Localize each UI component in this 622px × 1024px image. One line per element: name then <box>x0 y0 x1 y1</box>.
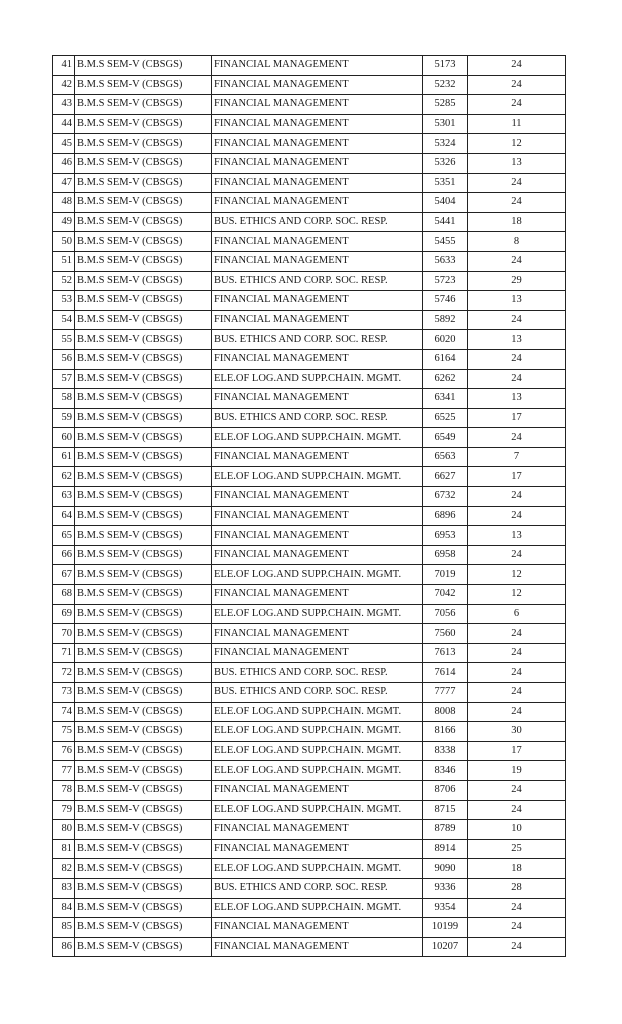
code-cell: 7614 <box>423 663 468 683</box>
row-number: 75 <box>53 722 75 742</box>
count-cell: 19 <box>468 761 566 781</box>
table-row <box>53 75 566 95</box>
table-row <box>53 447 566 467</box>
subject-cell: FINANCIAL MANAGEMENT <box>212 310 423 330</box>
table-row <box>53 349 566 369</box>
subject-cell: ELE.OF LOG.AND SUPP.CHAIN. MGMT. <box>212 702 423 722</box>
table-row <box>53 526 566 546</box>
subject-cell: FINANCIAL MANAGEMENT <box>212 251 423 271</box>
code-cell: 8914 <box>423 839 468 859</box>
row-number: 58 <box>53 389 75 409</box>
row-number: 78 <box>53 780 75 800</box>
subject-cell: BUS. ETHICS AND CORP. SOC. RESP. <box>212 878 423 898</box>
count-cell: 24 <box>468 173 566 193</box>
count-cell: 11 <box>468 114 566 134</box>
row-number: 80 <box>53 820 75 840</box>
table-row <box>53 487 566 507</box>
subject-cell: FINANCIAL MANAGEMENT <box>212 526 423 546</box>
subject-cell: FINANCIAL MANAGEMENT <box>212 173 423 193</box>
table-row <box>53 56 566 76</box>
table-row <box>53 800 566 820</box>
code-cell: 6563 <box>423 447 468 467</box>
subject-cell: BUS. ETHICS AND CORP. SOC. RESP. <box>212 683 423 703</box>
subject-cell: ELE.OF LOG.AND SUPP.CHAIN. MGMT. <box>212 369 423 389</box>
row-number: 70 <box>53 624 75 644</box>
code-cell: 9090 <box>423 859 468 879</box>
code-cell: 5633 <box>423 251 468 271</box>
count-cell: 24 <box>468 545 566 565</box>
table-row <box>53 134 566 154</box>
subject-cell: BUS. ETHICS AND CORP. SOC. RESP. <box>212 330 423 350</box>
count-cell: 24 <box>468 702 566 722</box>
course-cell: B.M.S SEM-V (CBSGS) <box>75 173 212 193</box>
row-number: 61 <box>53 447 75 467</box>
row-number: 67 <box>53 565 75 585</box>
table-row <box>53 153 566 173</box>
course-cell: B.M.S SEM-V (CBSGS) <box>75 741 212 761</box>
course-cell: B.M.S SEM-V (CBSGS) <box>75 389 212 409</box>
count-cell: 12 <box>468 585 566 605</box>
row-number: 73 <box>53 683 75 703</box>
course-cell: B.M.S SEM-V (CBSGS) <box>75 212 212 232</box>
row-number: 60 <box>53 428 75 448</box>
code-cell: 5173 <box>423 56 468 76</box>
count-cell: 24 <box>468 683 566 703</box>
count-cell: 24 <box>468 95 566 115</box>
subject-cell: ELE.OF LOG.AND SUPP.CHAIN. MGMT. <box>212 859 423 879</box>
row-number: 66 <box>53 545 75 565</box>
subject-cell: FINANCIAL MANAGEMENT <box>212 232 423 252</box>
code-cell: 5326 <box>423 153 468 173</box>
row-number: 59 <box>53 408 75 428</box>
table-row <box>53 330 566 350</box>
count-cell: 24 <box>468 349 566 369</box>
row-number: 47 <box>53 173 75 193</box>
code-cell: 6732 <box>423 487 468 507</box>
table-row <box>53 741 566 761</box>
course-cell: B.M.S SEM-V (CBSGS) <box>75 663 212 683</box>
count-cell: 24 <box>468 643 566 663</box>
course-cell: B.M.S SEM-V (CBSGS) <box>75 271 212 291</box>
subject-cell: ELE.OF LOG.AND SUPP.CHAIN. MGMT. <box>212 604 423 624</box>
code-cell: 5746 <box>423 291 468 311</box>
subject-cell: FINANCIAL MANAGEMENT <box>212 585 423 605</box>
course-cell: B.M.S SEM-V (CBSGS) <box>75 643 212 663</box>
course-cell: B.M.S SEM-V (CBSGS) <box>75 702 212 722</box>
course-cell: B.M.S SEM-V (CBSGS) <box>75 820 212 840</box>
count-cell: 25 <box>468 839 566 859</box>
row-number: 72 <box>53 663 75 683</box>
table-row <box>53 585 566 605</box>
table-row <box>53 506 566 526</box>
row-number: 63 <box>53 487 75 507</box>
course-cell: B.M.S SEM-V (CBSGS) <box>75 526 212 546</box>
subject-cell: FINANCIAL MANAGEMENT <box>212 780 423 800</box>
subject-cell: FINANCIAL MANAGEMENT <box>212 506 423 526</box>
count-cell: 7 <box>468 447 566 467</box>
table-row <box>53 467 566 487</box>
table-row <box>53 839 566 859</box>
course-cell: B.M.S SEM-V (CBSGS) <box>75 251 212 271</box>
row-number: 57 <box>53 369 75 389</box>
course-cell: B.M.S SEM-V (CBSGS) <box>75 604 212 624</box>
row-number: 71 <box>53 643 75 663</box>
subject-cell: BUS. ETHICS AND CORP. SOC. RESP. <box>212 212 423 232</box>
table-row <box>53 389 566 409</box>
table-row <box>53 937 566 957</box>
count-cell: 24 <box>468 918 566 938</box>
code-cell: 5301 <box>423 114 468 134</box>
subject-cell: ELE.OF LOG.AND SUPP.CHAIN. MGMT. <box>212 565 423 585</box>
count-cell: 24 <box>468 56 566 76</box>
table-row <box>53 820 566 840</box>
course-cell: B.M.S SEM-V (CBSGS) <box>75 95 212 115</box>
code-cell: 6164 <box>423 349 468 369</box>
count-cell: 24 <box>468 898 566 918</box>
course-cell: B.M.S SEM-V (CBSGS) <box>75 56 212 76</box>
row-number: 53 <box>53 291 75 311</box>
table-row <box>53 624 566 644</box>
course-cell: B.M.S SEM-V (CBSGS) <box>75 565 212 585</box>
code-cell: 6341 <box>423 389 468 409</box>
row-number: 46 <box>53 153 75 173</box>
subject-cell: FINANCIAL MANAGEMENT <box>212 193 423 213</box>
course-cell: B.M.S SEM-V (CBSGS) <box>75 878 212 898</box>
table-row <box>53 702 566 722</box>
row-number: 41 <box>53 56 75 76</box>
count-cell: 17 <box>468 467 566 487</box>
code-cell: 9336 <box>423 878 468 898</box>
subject-cell: FINANCIAL MANAGEMENT <box>212 349 423 369</box>
code-cell: 8338 <box>423 741 468 761</box>
course-cell: B.M.S SEM-V (CBSGS) <box>75 408 212 428</box>
course-cell: B.M.S SEM-V (CBSGS) <box>75 310 212 330</box>
subject-cell: ELE.OF LOG.AND SUPP.CHAIN. MGMT. <box>212 428 423 448</box>
subject-cell: ELE.OF LOG.AND SUPP.CHAIN. MGMT. <box>212 761 423 781</box>
table-row <box>53 643 566 663</box>
count-cell: 30 <box>468 722 566 742</box>
row-number: 43 <box>53 95 75 115</box>
code-cell: 7019 <box>423 565 468 585</box>
table-row <box>53 212 566 232</box>
course-cell: B.M.S SEM-V (CBSGS) <box>75 683 212 703</box>
table-row <box>53 310 566 330</box>
table-row <box>53 251 566 271</box>
table-row <box>53 722 566 742</box>
course-cell: B.M.S SEM-V (CBSGS) <box>75 898 212 918</box>
count-cell: 17 <box>468 408 566 428</box>
table-row <box>53 232 566 252</box>
course-cell: B.M.S SEM-V (CBSGS) <box>75 624 212 644</box>
subject-cell: FINANCIAL MANAGEMENT <box>212 624 423 644</box>
results-table-body <box>53 56 566 957</box>
course-cell: B.M.S SEM-V (CBSGS) <box>75 506 212 526</box>
table-row <box>53 663 566 683</box>
row-number: 86 <box>53 937 75 957</box>
code-cell: 8715 <box>423 800 468 820</box>
count-cell: 12 <box>468 565 566 585</box>
subject-cell: FINANCIAL MANAGEMENT <box>212 820 423 840</box>
row-number: 50 <box>53 232 75 252</box>
row-number: 77 <box>53 761 75 781</box>
course-cell: B.M.S SEM-V (CBSGS) <box>75 780 212 800</box>
table-row <box>53 173 566 193</box>
count-cell: 8 <box>468 232 566 252</box>
row-number: 82 <box>53 859 75 879</box>
count-cell: 24 <box>468 937 566 957</box>
count-cell: 13 <box>468 389 566 409</box>
code-cell: 8346 <box>423 761 468 781</box>
count-cell: 18 <box>468 212 566 232</box>
subject-cell: BUS. ETHICS AND CORP. SOC. RESP. <box>212 271 423 291</box>
subject-cell: FINANCIAL MANAGEMENT <box>212 643 423 663</box>
subject-cell: FINANCIAL MANAGEMENT <box>212 153 423 173</box>
code-cell: 5441 <box>423 212 468 232</box>
row-number: 62 <box>53 467 75 487</box>
count-cell: 13 <box>468 526 566 546</box>
row-number: 84 <box>53 898 75 918</box>
table-row <box>53 761 566 781</box>
count-cell: 29 <box>468 271 566 291</box>
table-row <box>53 604 566 624</box>
table-row <box>53 918 566 938</box>
course-cell: B.M.S SEM-V (CBSGS) <box>75 134 212 154</box>
row-number: 81 <box>53 839 75 859</box>
table-row <box>53 683 566 703</box>
table-row <box>53 780 566 800</box>
code-cell: 10199 <box>423 918 468 938</box>
subject-cell: ELE.OF LOG.AND SUPP.CHAIN. MGMT. <box>212 722 423 742</box>
course-cell: B.M.S SEM-V (CBSGS) <box>75 369 212 389</box>
subject-cell: FINANCIAL MANAGEMENT <box>212 545 423 565</box>
row-number: 64 <box>53 506 75 526</box>
row-number: 48 <box>53 193 75 213</box>
count-cell: 24 <box>468 428 566 448</box>
course-cell: B.M.S SEM-V (CBSGS) <box>75 75 212 95</box>
count-cell: 28 <box>468 878 566 898</box>
table-row <box>53 193 566 213</box>
code-cell: 6896 <box>423 506 468 526</box>
row-number: 52 <box>53 271 75 291</box>
subject-cell: FINANCIAL MANAGEMENT <box>212 447 423 467</box>
row-number: 79 <box>53 800 75 820</box>
count-cell: 24 <box>468 487 566 507</box>
subject-cell: FINANCIAL MANAGEMENT <box>212 134 423 154</box>
table-row <box>53 565 566 585</box>
subject-cell: ELE.OF LOG.AND SUPP.CHAIN. MGMT. <box>212 898 423 918</box>
table-row <box>53 878 566 898</box>
course-cell: B.M.S SEM-V (CBSGS) <box>75 232 212 252</box>
count-cell: 24 <box>468 780 566 800</box>
code-cell: 7613 <box>423 643 468 663</box>
count-cell: 12 <box>468 134 566 154</box>
course-cell: B.M.S SEM-V (CBSGS) <box>75 428 212 448</box>
count-cell: 10 <box>468 820 566 840</box>
row-number: 54 <box>53 310 75 330</box>
code-cell: 6627 <box>423 467 468 487</box>
count-cell: 24 <box>468 75 566 95</box>
results-table <box>52 55 566 957</box>
count-cell: 13 <box>468 291 566 311</box>
course-cell: B.M.S SEM-V (CBSGS) <box>75 467 212 487</box>
code-cell: 6020 <box>423 330 468 350</box>
row-number: 65 <box>53 526 75 546</box>
subject-cell: FINANCIAL MANAGEMENT <box>212 389 423 409</box>
row-number: 68 <box>53 585 75 605</box>
subject-cell: FINANCIAL MANAGEMENT <box>212 56 423 76</box>
code-cell: 5324 <box>423 134 468 154</box>
subject-cell: ELE.OF LOG.AND SUPP.CHAIN. MGMT. <box>212 741 423 761</box>
table-row <box>53 408 566 428</box>
row-number: 55 <box>53 330 75 350</box>
code-cell: 5892 <box>423 310 468 330</box>
code-cell: 7042 <box>423 585 468 605</box>
row-number: 51 <box>53 251 75 271</box>
row-number: 44 <box>53 114 75 134</box>
code-cell: 6953 <box>423 526 468 546</box>
subject-cell: FINANCIAL MANAGEMENT <box>212 487 423 507</box>
code-cell: 9354 <box>423 898 468 918</box>
code-cell: 6549 <box>423 428 468 448</box>
subject-cell: ELE.OF LOG.AND SUPP.CHAIN. MGMT. <box>212 467 423 487</box>
row-number: 74 <box>53 702 75 722</box>
code-cell: 6525 <box>423 408 468 428</box>
code-cell: 8166 <box>423 722 468 742</box>
code-cell: 5351 <box>423 173 468 193</box>
course-cell: B.M.S SEM-V (CBSGS) <box>75 937 212 957</box>
course-cell: B.M.S SEM-V (CBSGS) <box>75 487 212 507</box>
code-cell: 6958 <box>423 545 468 565</box>
subject-cell: FINANCIAL MANAGEMENT <box>212 918 423 938</box>
count-cell: 13 <box>468 330 566 350</box>
table-row <box>53 545 566 565</box>
count-cell: 24 <box>468 310 566 330</box>
course-cell: B.M.S SEM-V (CBSGS) <box>75 859 212 879</box>
row-number: 69 <box>53 604 75 624</box>
course-cell: B.M.S SEM-V (CBSGS) <box>75 193 212 213</box>
count-cell: 18 <box>468 859 566 879</box>
count-cell: 24 <box>468 369 566 389</box>
course-cell: B.M.S SEM-V (CBSGS) <box>75 800 212 820</box>
course-cell: B.M.S SEM-V (CBSGS) <box>75 447 212 467</box>
code-cell: 5723 <box>423 271 468 291</box>
subject-cell: FINANCIAL MANAGEMENT <box>212 839 423 859</box>
course-cell: B.M.S SEM-V (CBSGS) <box>75 330 212 350</box>
row-number: 45 <box>53 134 75 154</box>
subject-cell: FINANCIAL MANAGEMENT <box>212 291 423 311</box>
table-row <box>53 428 566 448</box>
course-cell: B.M.S SEM-V (CBSGS) <box>75 114 212 134</box>
row-number: 42 <box>53 75 75 95</box>
row-number: 76 <box>53 741 75 761</box>
course-cell: B.M.S SEM-V (CBSGS) <box>75 153 212 173</box>
subject-cell: FINANCIAL MANAGEMENT <box>212 95 423 115</box>
code-cell: 7560 <box>423 624 468 644</box>
subject-cell: BUS. ETHICS AND CORP. SOC. RESP. <box>212 663 423 683</box>
code-cell: 8789 <box>423 820 468 840</box>
count-cell: 24 <box>468 251 566 271</box>
row-number: 85 <box>53 918 75 938</box>
course-cell: B.M.S SEM-V (CBSGS) <box>75 585 212 605</box>
count-cell: 24 <box>468 193 566 213</box>
count-cell: 6 <box>468 604 566 624</box>
course-cell: B.M.S SEM-V (CBSGS) <box>75 761 212 781</box>
course-cell: B.M.S SEM-V (CBSGS) <box>75 349 212 369</box>
table-row <box>53 95 566 115</box>
count-cell: 13 <box>468 153 566 173</box>
count-cell: 24 <box>468 506 566 526</box>
code-cell: 10207 <box>423 937 468 957</box>
code-cell: 7777 <box>423 683 468 703</box>
course-cell: B.M.S SEM-V (CBSGS) <box>75 291 212 311</box>
code-cell: 5285 <box>423 95 468 115</box>
course-cell: B.M.S SEM-V (CBSGS) <box>75 839 212 859</box>
code-cell: 6262 <box>423 369 468 389</box>
code-cell: 7056 <box>423 604 468 624</box>
table-row <box>53 898 566 918</box>
subject-cell: FINANCIAL MANAGEMENT <box>212 75 423 95</box>
table-row <box>53 291 566 311</box>
row-number: 49 <box>53 212 75 232</box>
code-cell: 5455 <box>423 232 468 252</box>
code-cell: 5232 <box>423 75 468 95</box>
code-cell: 8706 <box>423 780 468 800</box>
course-cell: B.M.S SEM-V (CBSGS) <box>75 545 212 565</box>
code-cell: 5404 <box>423 193 468 213</box>
subject-cell: FINANCIAL MANAGEMENT <box>212 937 423 957</box>
table-row <box>53 271 566 291</box>
count-cell: 17 <box>468 741 566 761</box>
count-cell: 24 <box>468 663 566 683</box>
course-cell: B.M.S SEM-V (CBSGS) <box>75 722 212 742</box>
subject-cell: FINANCIAL MANAGEMENT <box>212 114 423 134</box>
table-row <box>53 859 566 879</box>
table-row <box>53 369 566 389</box>
code-cell: 8008 <box>423 702 468 722</box>
subject-cell: ELE.OF LOG.AND SUPP.CHAIN. MGMT. <box>212 800 423 820</box>
subject-cell: BUS. ETHICS AND CORP. SOC. RESP. <box>212 408 423 428</box>
table-row <box>53 114 566 134</box>
count-cell: 24 <box>468 624 566 644</box>
course-cell: B.M.S SEM-V (CBSGS) <box>75 918 212 938</box>
row-number: 56 <box>53 349 75 369</box>
row-number: 83 <box>53 878 75 898</box>
count-cell: 24 <box>468 800 566 820</box>
